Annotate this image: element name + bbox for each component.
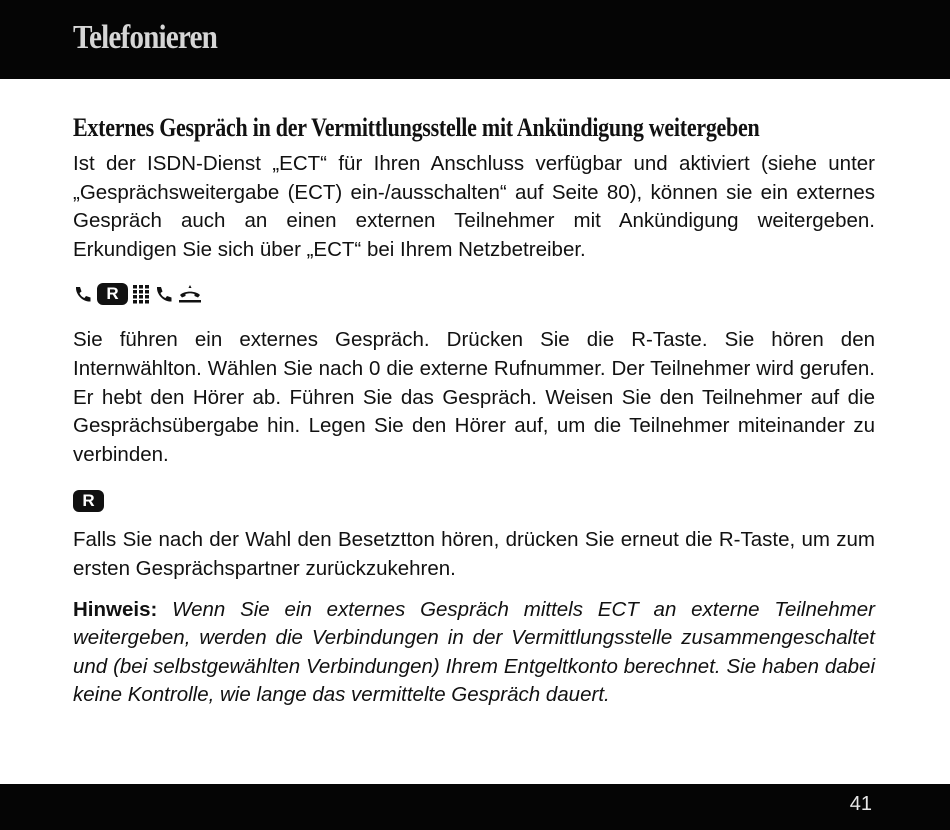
hang-up-icon — [178, 284, 202, 304]
section-title: Externes Gespräch in der Vermittlungsstelle mit Ankündigung weitergeben — [73, 113, 760, 142]
note-text: Wenn Sie ein externes Gespräch mittels ECT an externe Teilnehmer weitergeben, werden die Verbindungen in der Vermittlungsstelle zusammengeschaltet und (bei selbstgewählten Verbindungen) Ihrem Entgeltkonto berechnet. Sie haben dabei keine Kontrolle, wie lange das vermittelte Gespräch dauert. — [73, 597, 875, 707]
chapter-title: Telefonieren — [73, 19, 217, 56]
note-label: Hinweis: — [73, 597, 158, 621]
page-number: 41 — [849, 793, 872, 815]
r-key-icon: R — [73, 490, 104, 512]
r-key-block — [73, 490, 875, 512]
intro-paragraph: Ist der ISDN-Dienst „ECT“ für Ihren Anschluss verfügbar und aktiviert (siehe unter „Gesprächsweitergabe (ECT) ein-/ausschalten“ auf Seite 80), können sie ein externes Gespräch auch an einen externen Teilnehmer mit Ankündigung weitergeben. Erkundigen Sie sich über „ECT“ bei Ihrem Netzbetreiber. — [73, 152, 875, 261]
header-bar — [0, 0, 950, 79]
keypad-icon — [132, 284, 150, 304]
busy-tone-paragraph: Falls Sie nach der Wahl den Besetztton hören, drücken Sie erneut die R-Taste, um zum ersten Gesprächspartner zurückzukehren. — [73, 528, 875, 580]
handset-icon — [73, 284, 93, 304]
note-paragraph — [73, 596, 875, 710]
handset-icon — [154, 284, 174, 304]
r-key-icon: R — [97, 283, 128, 305]
main-content — [73, 112, 875, 710]
instructions-paragraph: Sie führen ein externes Gespräch. Drücken Sie die R-Taste. Sie hören den Internwählton. Wählen Sie nach 0 die externe Rufnummer. Der Teilnehmer wird gerufen. Er hebt den Hörer ab. Führen Sie das Gespräch. Weisen Sie den Teilnehmer auf die Gesprächsübergabe hin. Legen Sie den Hörer auf, um die Teilnehmer miteinander zu verbinden. — [73, 328, 875, 466]
footer-bar — [0, 784, 950, 830]
icon-sequence — [73, 281, 875, 307]
